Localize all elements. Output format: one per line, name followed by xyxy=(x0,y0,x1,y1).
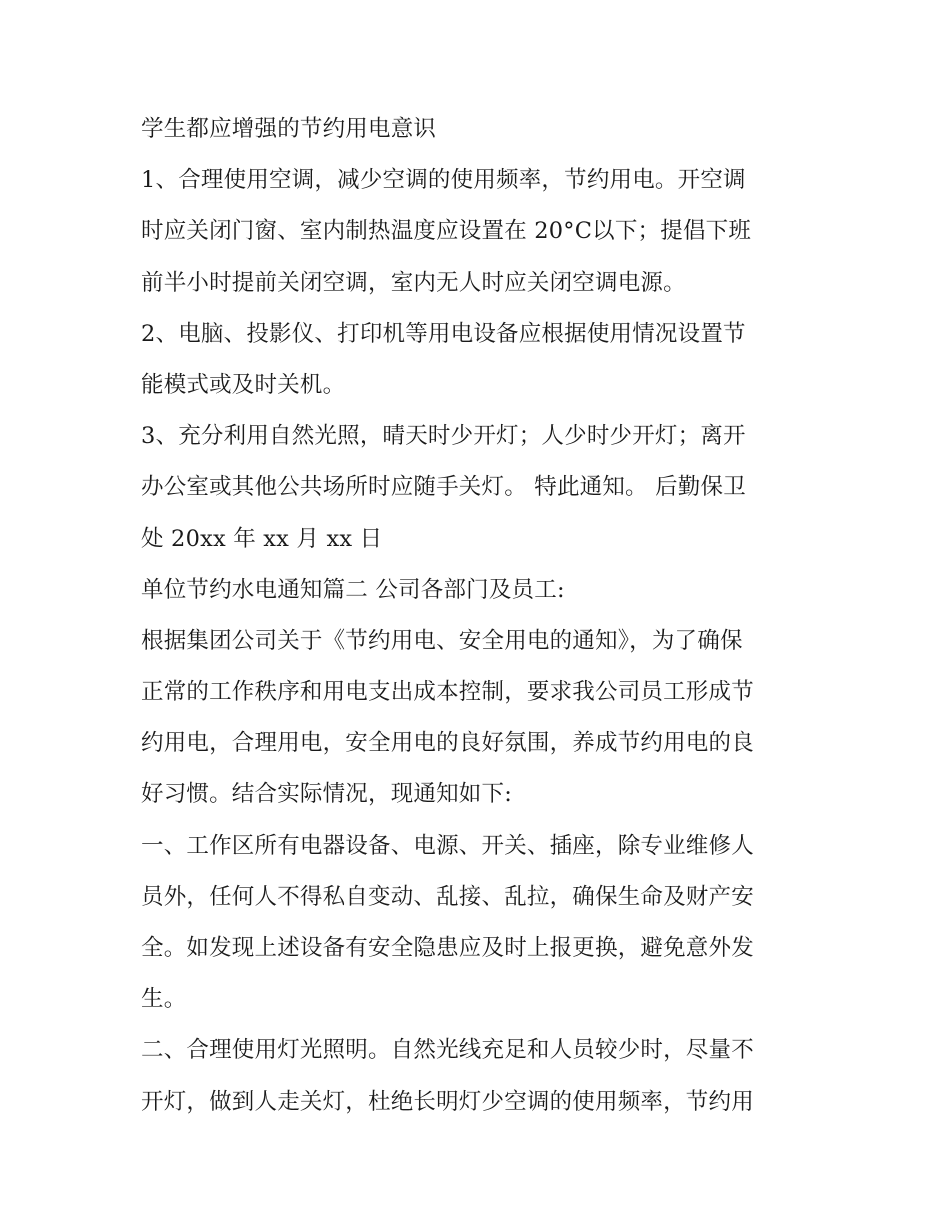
document-body xyxy=(141,104,821,1128)
text-line: 能模式或及时关机。 xyxy=(141,371,346,398)
text-line: 前半小时提前关闭空调，室内无人时应关闭空调电源。 xyxy=(141,269,686,296)
text-line: 二、合理使用灯光照明。自然光线充足和人员较少时，尽量不 xyxy=(141,1037,754,1064)
text-line: 员外，任何人不得私自变动、乱接、乱拉，确保生命及财产安 xyxy=(141,883,754,910)
text-line: 生。 xyxy=(141,986,187,1013)
text-line: 时应关闭门窗、室内制热温度应设置在 20°C以下；提倡下班 xyxy=(141,218,752,245)
date-line: 处 20xx 年 xx 月 xx 日 xyxy=(141,525,383,552)
text-line: 3、充分利用自然光照，晴天时少开灯；人少时少开灯；离开 xyxy=(141,423,746,450)
text-line: 一、工作区所有电器设备、电源、开关、插座，除专业维修人 xyxy=(141,832,754,859)
text-line: 好习惯。结合实际情况，现通知如下: xyxy=(141,781,512,808)
text-line: 正常的工作秩序和用电支出成本控制，要求我公司员工形成节 xyxy=(141,679,754,706)
text-line: 1、合理使用空调，减少空调的使用频率，节约用电。开空调 xyxy=(141,167,746,194)
text-line: 2、电脑、投影仪、打印机等用电设备应根据使用情况设置节 xyxy=(141,320,746,347)
paragraph-title-line: 学生都应增强的节约用电意识 xyxy=(141,116,437,142)
text-line: 根据集团公司关于《节约用电、安全用电的通知》，为了确保 xyxy=(141,627,743,654)
text-line: 办公室或其他公共场所时应随手关灯。 特此通知。 后勤保卫 xyxy=(141,474,746,501)
section-heading-line: 单位节约水电通知篇二 公司各部门及员工: xyxy=(141,576,565,603)
text-line: 开灯，做到人走关灯，杜绝长明灯少空调的使用频率，节约用 xyxy=(141,1088,754,1115)
text-line: 约用电，合理用电，安全用电的良好氛围，养成节约用电的良 xyxy=(141,730,754,757)
text-line: 全。如发现上述设备有安全隐患应及时上报更换，避免意外发 xyxy=(141,935,754,961)
